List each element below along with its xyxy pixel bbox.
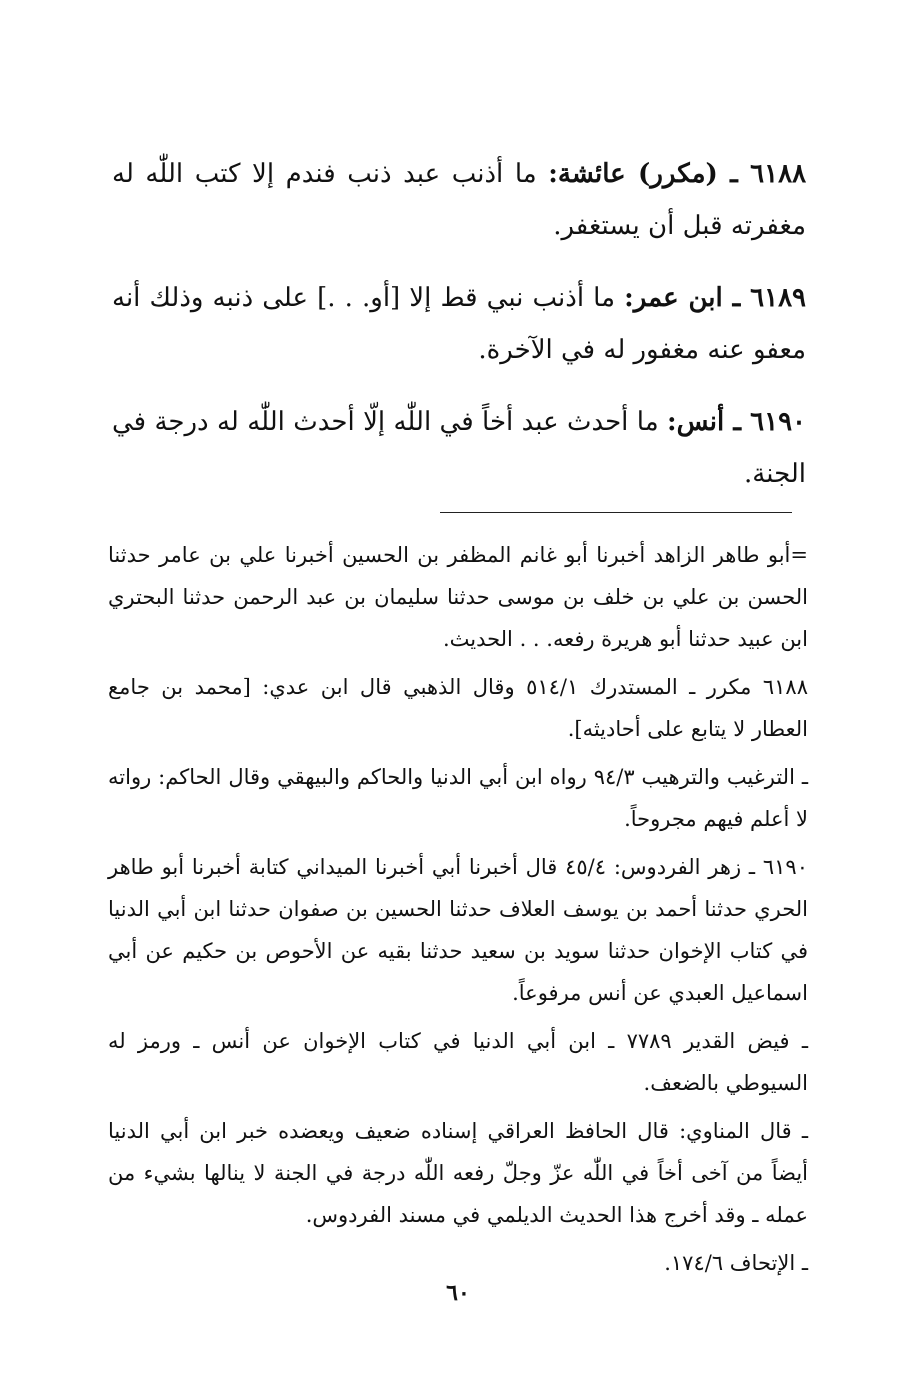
footnotes: [108, 534, 808, 1290]
entry-heading: ٦١٨٨ ـ (مكرر) عائشة:: [548, 159, 807, 189]
entry-text: ما أحدث عبد أخاً في اللّٰه إلّا أحدث اللّٰه له درجة في الجنة.: [112, 407, 806, 489]
footnote: ـ الترغيب والترهيب ٩٤/٣ رواه ابن أبي الدنيا والحاكم والبيهقي وقال الحاكم: رواته لا أعلم فيهم مجروحاً.: [108, 765, 808, 831]
hadith-entry-6189: [112, 272, 806, 376]
main-text: [112, 148, 806, 520]
footnote-divider: [440, 512, 792, 513]
entry-text: ما أذنب نبي قط إلا [أو. . .] على ذنبه وذلك أنه معفو عنه مغفور له في الآخرة.: [112, 283, 806, 365]
footnote: ـ قال المناوي: قال الحافظ العراقي إسناده ضعيف ويعضده خبر ابن أبي الدنيا أيضاً من آخى أخاً في اللّٰه عزّ وجلّ رفعه اللّٰه درجة في الجنة لا ينالها بشيء من عمله ـ وقد أخرج هذا الحديث الديلمي في مسند الفردوس.: [108, 1119, 808, 1227]
footnote: ٦١٨٨ مكرر ـ المستدرك ٥١٤/١ وقال الذهبي قال ابن عدي: [محمد بن جامع العطار لا يتابع على أحاديثه].: [108, 675, 808, 741]
footnote: =أبو طاهر الزاهد أخبرنا أبو غانم المظفر بن الحسين أخبرنا علي بن عامر حدثنا الحسن بن علي بن خلف بن موسى حدثنا سليمان بن عبد الرحمن حدثنا البحتري ابن عبيد حدثنا أبو هريرة رفعه. . . الحديث.: [108, 543, 808, 651]
hadith-entry-6190: [112, 396, 806, 500]
entry-text: ما أذنب عبد ذنب فندم إلا كتب اللّٰه له مغفرته قبل أن يستغفر.: [112, 159, 806, 241]
hadith-entry-6188: [112, 148, 806, 252]
footnote: ـ فيض القدير ٧٧٨٩ ـ ابن أبي الدنيا في كتاب الإخوان عن أنس ـ ورمز له السيوطي بالضعف.: [108, 1029, 808, 1095]
footnote: ـ الإتحاف ١٧٤/٦.: [664, 1251, 808, 1275]
entry-heading: ٦١٩٠ ـ أنس:: [667, 407, 806, 437]
footnote: ٦١٩٠ ـ زهر الفردوس: ٤٥/٤ قال أخبرنا أبي أخبرنا الميداني كتابة أخبرنا أبو طاهر الحري حدثنا أحمد بن يوسف العلاف حدثنا الحسين بن صفوان حدثنا ابن أبي الدنيا في كتاب الإخوان حدثنا سويد بن سعيد حدثنا بقيه عن الأحوص بن حكيم عن أبي اسماعيل العبدي عن أنس مرفوعاً.: [108, 855, 808, 1005]
page-number: ٦٠: [446, 1280, 470, 1306]
entry-heading: ٦١٨٩ ـ ابن عمر:: [624, 283, 806, 313]
